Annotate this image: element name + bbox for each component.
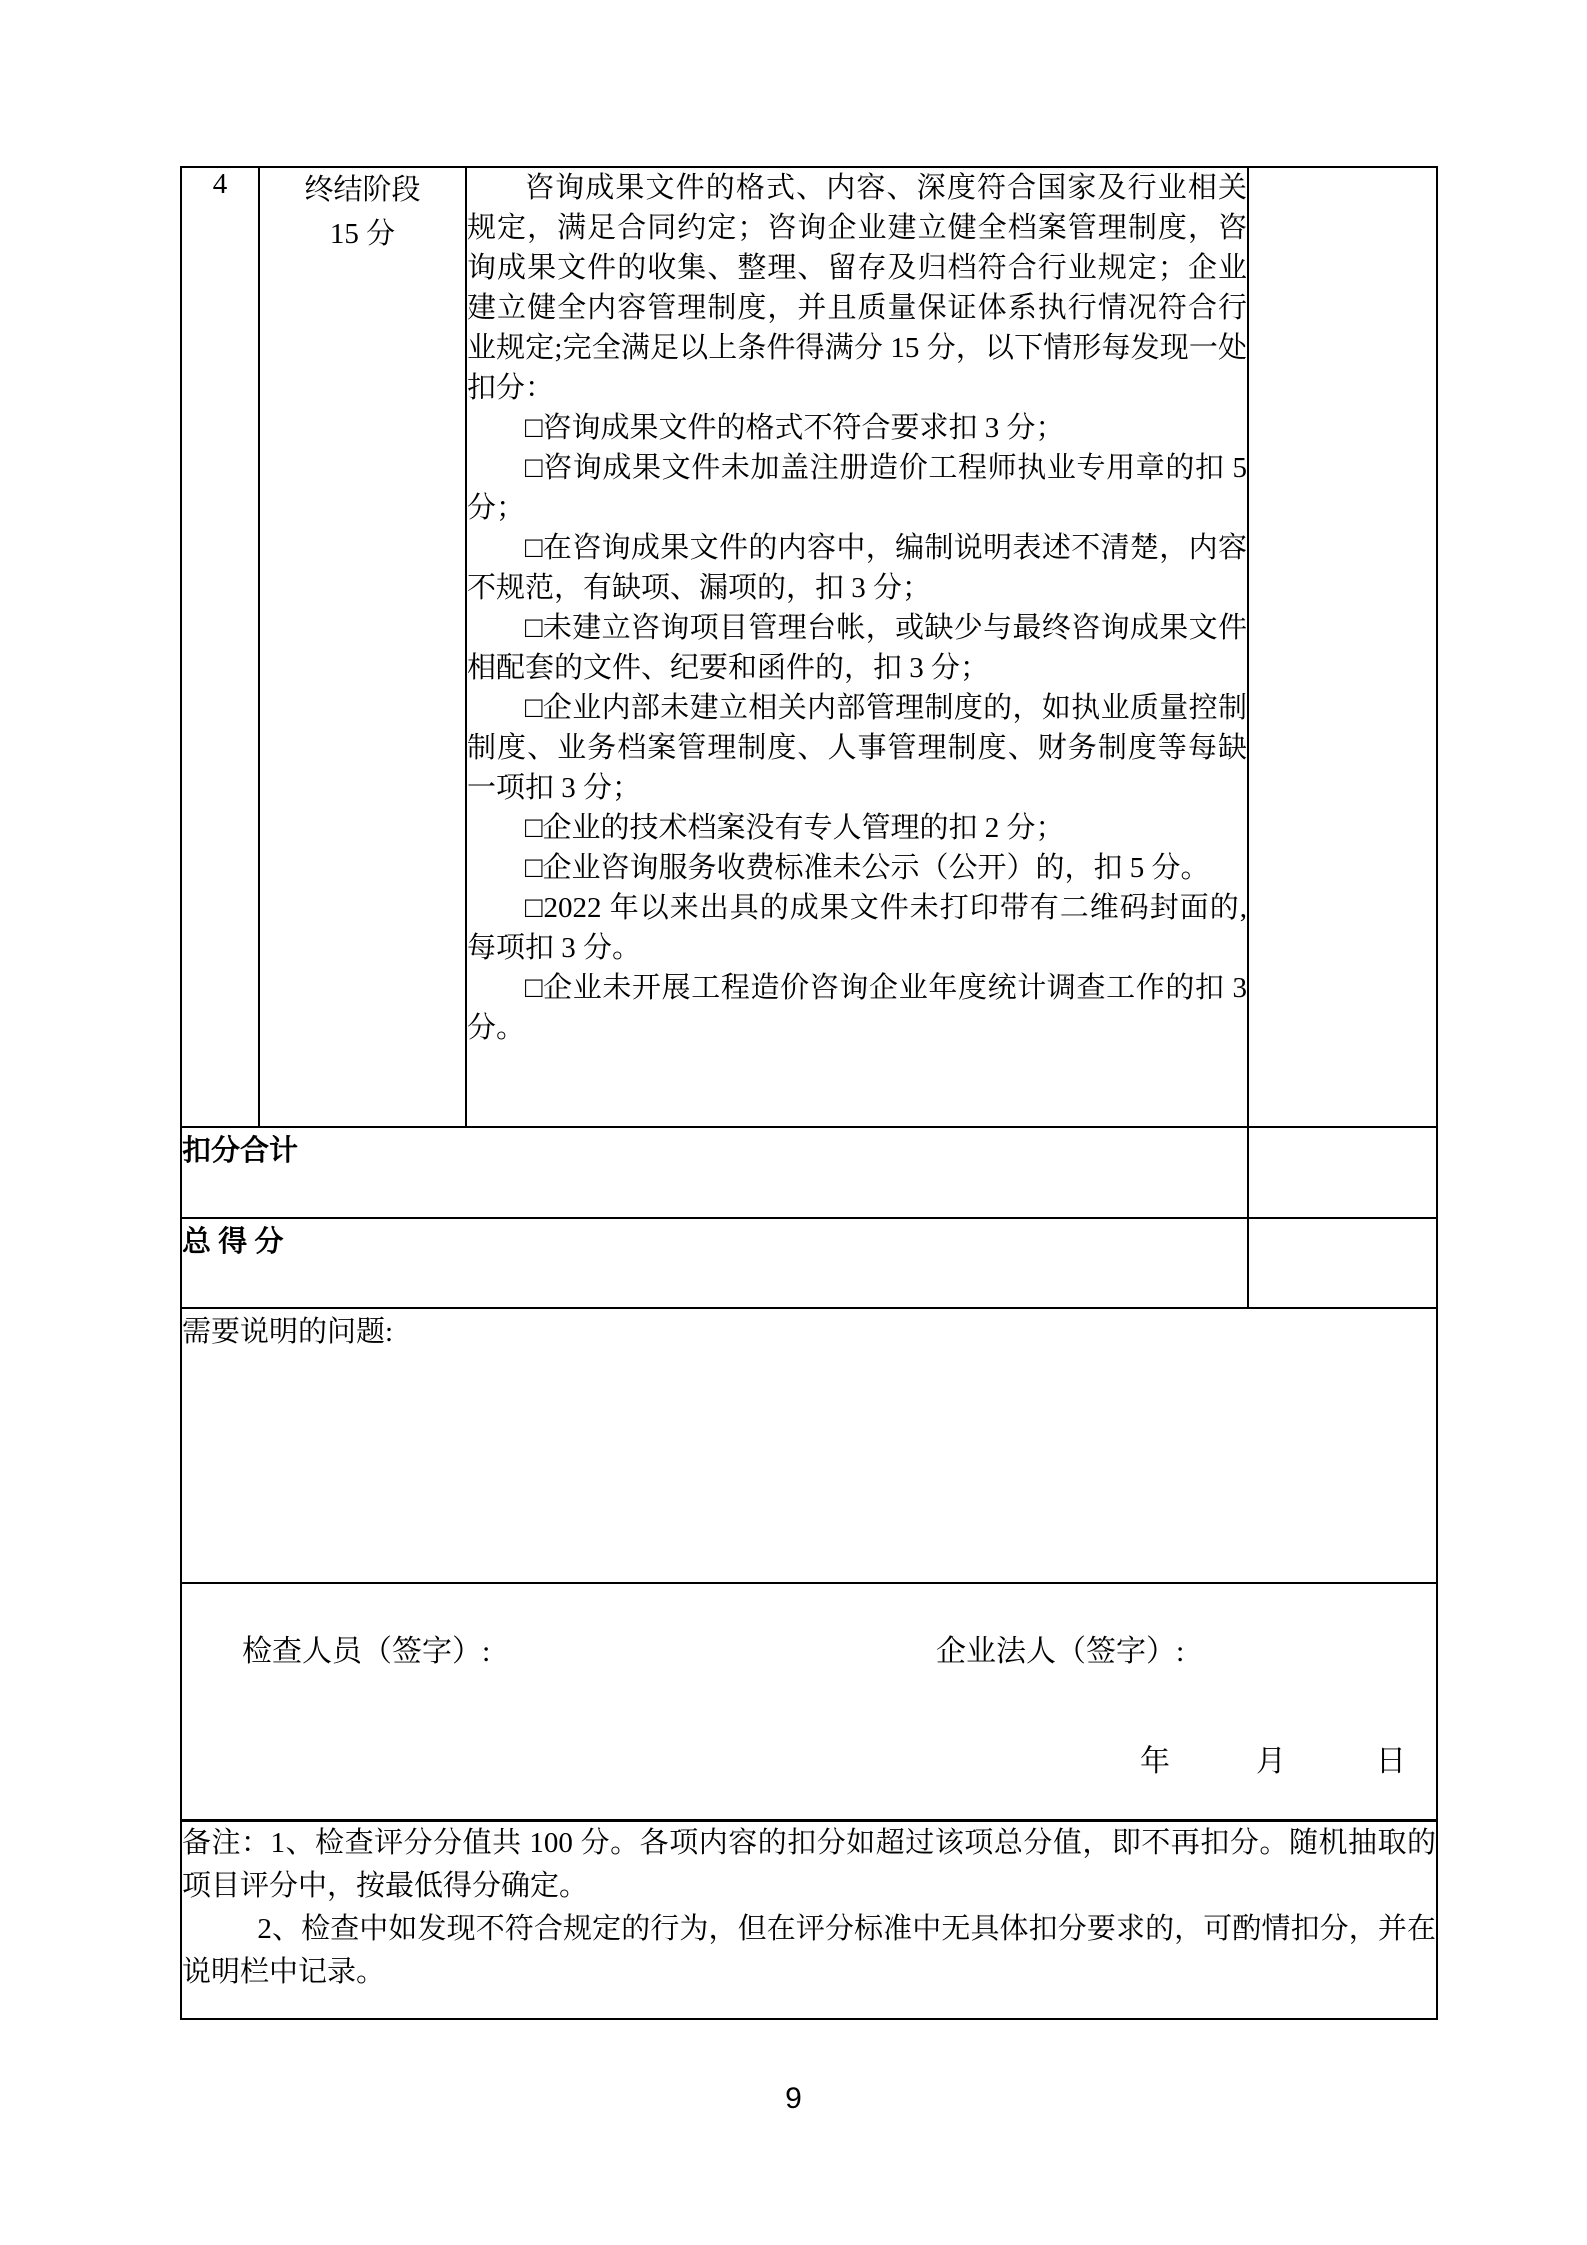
evaluation-score-table	[180, 166, 1438, 2020]
row-index: 4	[212, 168, 228, 200]
stage-score: 15 分	[329, 218, 396, 250]
criteria-item: □咨询成果文件的格式不符合要求扣 3 分；	[525, 412, 1065, 444]
total-score-label-cell	[181, 1218, 1248, 1308]
criteria-item: □2022 年以来出具的成果文件未打印带有二维码封面的,每项扣 3 分。	[467, 892, 1247, 964]
table-row-notes	[181, 1308, 1437, 1583]
row4-score-cell	[1248, 167, 1437, 1127]
legal-person-signature-label: 企业法人（签字）:	[936, 1635, 1185, 1668]
notes-cell	[181, 1308, 1437, 1583]
criteria-item: □咨询成果文件未加盖注册造价工程师执业专用章的扣 5 分；	[467, 452, 1247, 524]
total-score-label: 总 得 分	[182, 1226, 284, 1258]
table-row-remarks	[181, 1820, 1437, 2019]
criteria-item: □在咨询成果文件的内容中，编制说明表述不清楚，内容不规范，有缺项、漏项的，扣 3 分；	[467, 532, 1247, 604]
stage-name: 终结阶段	[304, 174, 421, 206]
deduction-total-score-cell	[1248, 1127, 1437, 1218]
notes-label: 需要说明的问题:	[182, 1316, 394, 1348]
deduction-total-label-cell	[181, 1127, 1248, 1218]
table-row-total-score	[181, 1218, 1437, 1308]
date-day-label: 日	[1376, 1745, 1406, 1778]
criteria-intro: 咨询成果文件的格式、内容、深度符合国家及行业相关规定，满足合同约定；咨询企业建立健全档案管理制度，咨询成果文件的收集、整理、留存及归档符合行业规定；企业建立健全内容管理制度，并且质量保证体系执行情况符合行业规定;完全满足以上条件得满分 15 分，以下情形每发现一处扣分：	[467, 172, 1247, 404]
remark-note-1: 备注：1、检查评分分值共 100 分。各项内容的扣分如超过该项总分值，即不再扣分。随机抽取的项目评分中，按最低得分确定。	[182, 1826, 1436, 1902]
criteria-cell	[466, 167, 1248, 1127]
criteria-item: □企业的技术档案没有专人管理的扣 2 分；	[525, 812, 1065, 844]
table-row-stage-4	[181, 167, 1437, 1127]
page-number: 9	[785, 2082, 802, 2115]
inspector-signature-label: 检查人员（签字）:	[242, 1635, 491, 1668]
table-row-deduction-total	[181, 1127, 1437, 1218]
deduction-total-label: 扣分合计	[182, 1135, 299, 1167]
row-index-cell	[181, 167, 259, 1127]
stage-name-cell	[259, 167, 466, 1127]
criteria-item: □企业未开展工程造价咨询企业年度统计调查工作的扣 3 分。	[467, 972, 1247, 1044]
criteria-item: □企业咨询服务收费标准未公示（公开）的，扣 5 分。	[525, 852, 1210, 884]
date-year-label: 年	[1140, 1745, 1170, 1778]
signature-cell	[181, 1583, 1437, 1820]
date-month-label: 月	[1256, 1745, 1286, 1778]
total-score-cell	[1248, 1218, 1437, 1308]
criteria-item: □未建立咨询项目管理台帐，或缺少与最终咨询成果文件相配套的文件、纪要和函件的，扣 3 分；	[467, 612, 1247, 684]
remarks-cell	[181, 1820, 1437, 2019]
remark-note-2: 2、检查中如发现不符合规定的行为，但在评分标准中无具体扣分要求的，可酌情扣分，并在说明栏中记录。	[182, 1912, 1436, 1988]
table-row-signatures	[181, 1583, 1437, 1820]
criteria-item: □企业内部未建立相关内部管理制度的，如执业质量控制制度、业务档案管理制度、人事管理制度、财务制度等每缺一项扣 3 分；	[467, 692, 1247, 804]
